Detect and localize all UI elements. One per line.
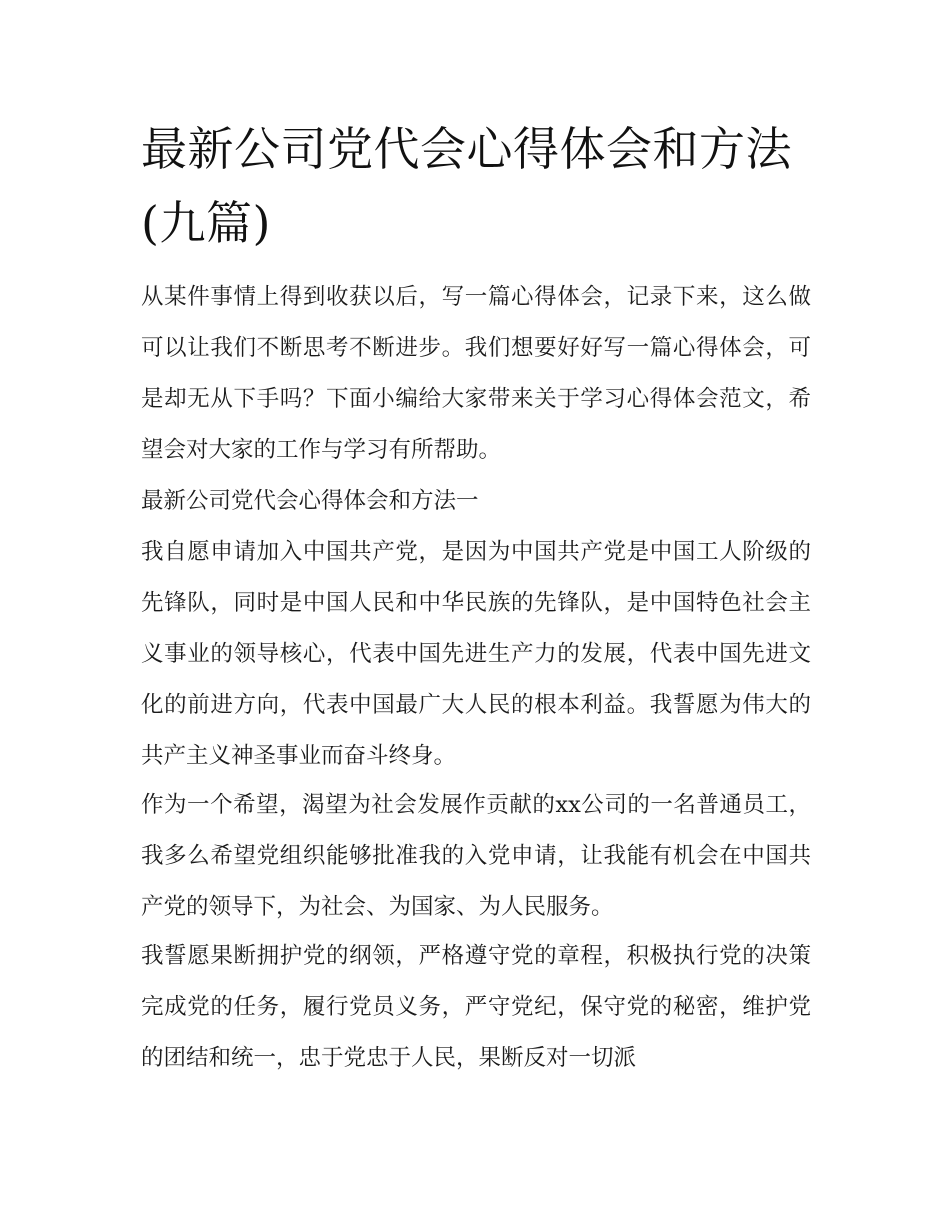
section-heading: 最新公司党代会心得体会和方法一 (141, 488, 479, 514)
intro-paragraph: 从某件事情上得到收获以后，写一篇心得体会，记录下来，这么做可以让我们不断思考不断进步。我们想要好好写一篇心得体会，可是却无从下手吗？下面小编给大家带来关于学习心得体会范文，希望会对大家的工作与学习有所帮助。 (141, 284, 811, 463)
body-paragraph-2: 作为一个希望，渴望为社会发展作贡献的xx公司的一名普通员工，我多么希望党组织能够批准我的入党申请，让我能有机会在中国共产党的领导下，为社会、为国家、为人民服务。 (141, 792, 811, 920)
document-body (141, 112, 811, 1084)
body-paragraph-1: 我自愿申请加入中国共产党，是因为中国共产党是中国工人阶级的先锋队，同时是中国人民和中华民族的先锋队，是中国特色社会主义事业的领导核心，代表中国先进生产力的发展，代表中国先进文化的前进方向，代表中国最广大人民的根本利益。我誓愿为伟大的共产主义神圣事业而奋斗终身。 (141, 539, 811, 769)
body-paragraph-3: 我誓愿果断拥护党的纲领，严格遵守党的章程，积极执行党的决策完成党的任务，履行党员义务，严守党纪，保守党的秘密，维护党的团结和统一，忠于党忠于人民，果断反对一切派 (141, 943, 811, 1071)
document-title: 最新公司党代会心得体会和方法(九篇) (141, 122, 792, 250)
